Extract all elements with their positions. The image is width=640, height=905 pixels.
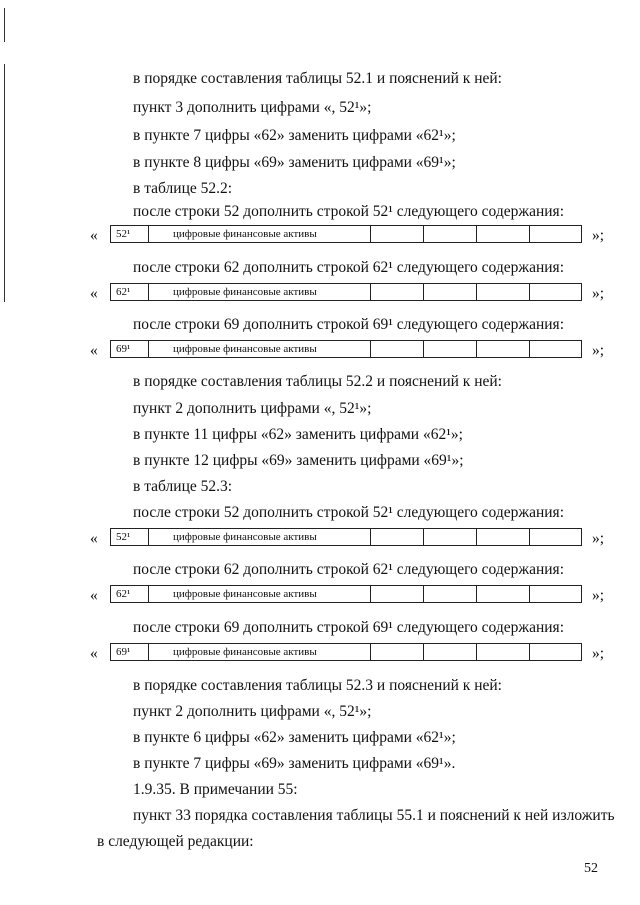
text-line: в пункте 6 цифры «62» заменить цифрами «62¹»;: [133, 729, 456, 746]
row-name-cell: цифровые финансовые активы: [149, 284, 371, 300]
text-line: в следующей редакции:: [97, 833, 254, 850]
text-line: пункт 2 дополнить цифрами «, 52¹»;: [133, 703, 372, 720]
empty-cell: [371, 284, 424, 300]
empty-cell: [477, 284, 530, 300]
empty-cell: [530, 226, 581, 242]
text-line: в таблице 52.3:: [133, 478, 233, 495]
text-line: в порядке составления таблицы 52.1 и пояснений к ней:: [133, 70, 502, 87]
row-code-cell: 52¹: [111, 529, 149, 545]
closing-quote: »;: [591, 645, 604, 662]
empty-cell: [424, 586, 477, 602]
closing-quote: »;: [591, 227, 604, 244]
table-row-box: [110, 225, 582, 243]
opening-quote: «: [90, 285, 98, 302]
empty-cell: [530, 341, 581, 357]
empty-cell: [530, 284, 581, 300]
opening-quote: «: [90, 530, 98, 547]
inserted-table-row: [90, 340, 610, 360]
empty-cell: [371, 341, 424, 357]
text-line: после строки 62 дополнить строкой 62¹ следующего содержания:: [133, 561, 564, 578]
inserted-table-row: [90, 283, 610, 303]
text-line: после строки 52 дополнить строкой 52¹ следующего содержания:: [133, 203, 564, 220]
text-line: в пункте 12 цифры «69» заменить цифрами «69¹»;: [133, 452, 464, 469]
row-name-cell: цифровые финансовые активы: [149, 644, 371, 660]
opening-quote: «: [90, 227, 98, 244]
binding-margin-line: [4, 64, 5, 302]
binding-margin-line: [4, 8, 5, 42]
closing-quote: »;: [591, 587, 604, 604]
row-code-cell: 62¹: [111, 284, 149, 300]
empty-cell: [371, 529, 424, 545]
empty-cell: [530, 586, 581, 602]
text-line: в пункте 7 цифры «62» заменить цифрами «62¹»;: [133, 127, 456, 144]
text-line: в таблице 52.2:: [133, 180, 233, 197]
inserted-table-row: [90, 585, 610, 605]
page-number: 52: [584, 861, 598, 876]
text-line: после строки 69 дополнить строкой 69¹ следующего содержания:: [133, 316, 564, 333]
empty-cell: [477, 586, 530, 602]
row-code-cell: 69¹: [111, 644, 149, 660]
empty-cell: [477, 529, 530, 545]
row-code-cell: 62¹: [111, 586, 149, 602]
row-name-cell: цифровые финансовые активы: [149, 586, 371, 602]
empty-cell: [530, 644, 581, 660]
empty-cell: [477, 644, 530, 660]
row-code-cell: 52¹: [111, 226, 149, 242]
section-heading: 1.9.35. В примечании 55:: [133, 781, 298, 798]
empty-cell: [371, 226, 424, 242]
row-name-cell: цифровые финансовые активы: [149, 341, 371, 357]
row-code-cell: 69¹: [111, 341, 149, 357]
text-line: после строки 62 дополнить строкой 62¹ следующего содержания:: [133, 259, 564, 276]
closing-quote: »;: [591, 530, 604, 547]
text-line: в порядке составления таблицы 52.3 и пояснений к ней:: [133, 677, 502, 694]
text-line: после строки 52 дополнить строкой 52¹ следующего содержания:: [133, 504, 564, 521]
table-row-box: [110, 340, 582, 358]
text-line: в порядке составления таблицы 52.2 и пояснений к ней:: [133, 373, 502, 390]
row-name-cell: цифровые финансовые активы: [149, 226, 371, 242]
opening-quote: «: [90, 587, 98, 604]
table-row-box: [110, 585, 582, 603]
closing-quote: »;: [591, 285, 604, 302]
empty-cell: [371, 586, 424, 602]
text-line: в пункте 8 цифры «69» заменить цифрами «69¹»;: [133, 154, 456, 171]
table-row-box: [110, 528, 582, 546]
inserted-table-row: [90, 225, 610, 245]
empty-cell: [424, 644, 477, 660]
text-line: пункт 3 дополнить цифрами «, 52¹»;: [133, 99, 372, 116]
table-row-box: [110, 283, 582, 301]
text-line: после строки 69 дополнить строкой 69¹ следующего содержания:: [133, 619, 564, 636]
empty-cell: [477, 226, 530, 242]
empty-cell: [424, 284, 477, 300]
table-row-box: [110, 643, 582, 661]
row-name-cell: цифровые финансовые активы: [149, 529, 371, 545]
opening-quote: «: [90, 645, 98, 662]
empty-cell: [424, 226, 477, 242]
empty-cell: [371, 644, 424, 660]
text-line: в пункте 11 цифры «62» заменить цифрами «62¹»;: [133, 426, 463, 443]
inserted-table-row: [90, 528, 610, 548]
text-line: пункт 2 дополнить цифрами «, 52¹»;: [133, 400, 372, 417]
opening-quote: «: [90, 342, 98, 359]
empty-cell: [530, 529, 581, 545]
empty-cell: [424, 341, 477, 357]
inserted-table-row: [90, 643, 610, 663]
text-line: в пункте 7 цифры «69» заменить цифрами «69¹».: [133, 755, 456, 772]
empty-cell: [424, 529, 477, 545]
closing-quote: »;: [591, 342, 604, 359]
text-line: пункт 33 порядка составления таблицы 55.1 и пояснений к ней изложить: [133, 807, 615, 824]
empty-cell: [477, 341, 530, 357]
